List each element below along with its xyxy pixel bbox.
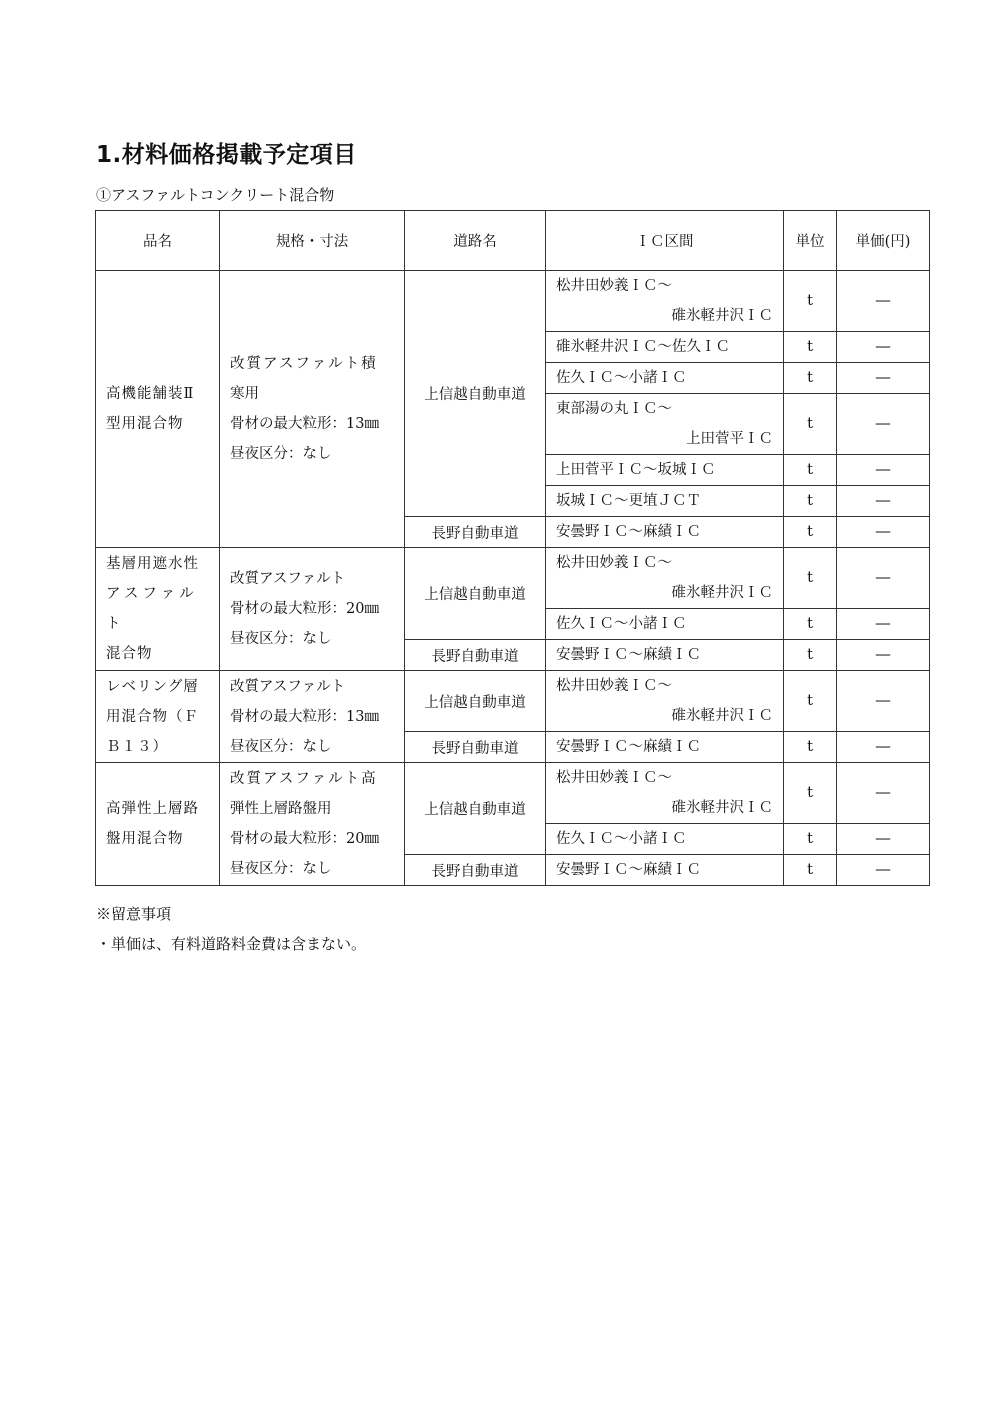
ic-section-start: 松井田妙義ＩＣ～ bbox=[556, 678, 672, 694]
spec-line: 昼夜区分：なし bbox=[230, 861, 332, 877]
spec-line: 骨材の最大粒形：13㎜ bbox=[230, 708, 379, 725]
spec-line: 昼夜区分：なし bbox=[230, 738, 332, 755]
ic-section-text: 上田菅平ＩＣ～坂城ＩＣ bbox=[556, 462, 716, 478]
ic-section-end: 上田菅平ＩＣ bbox=[686, 431, 773, 447]
unit-cell: t bbox=[784, 732, 837, 763]
unit-cell: t bbox=[784, 763, 837, 824]
header-spec: 規格・寸法 bbox=[220, 211, 405, 271]
table-header-row bbox=[96, 211, 930, 271]
ic-section-text: 碓氷軽井沢ＩＣ～佐久ＩＣ bbox=[556, 339, 730, 355]
table-row bbox=[96, 763, 930, 824]
unit-cell: t bbox=[784, 640, 837, 671]
ic-section-text: 坂城ＩＣ～更埴ＪＣＴ bbox=[556, 493, 701, 509]
header-unit-price: 単価(円) bbox=[837, 211, 930, 271]
table-row bbox=[96, 671, 930, 732]
ic-section-cell bbox=[546, 824, 784, 855]
unit-cell: t bbox=[784, 517, 837, 548]
price-cell: ― bbox=[837, 609, 930, 640]
ic-section-cell bbox=[546, 671, 784, 732]
ic-section-start: 松井田妙義ＩＣ～ bbox=[556, 278, 672, 294]
ic-section-cell bbox=[546, 609, 784, 640]
road-name-cell: 長野自動車道 bbox=[405, 640, 546, 671]
ic-section-start: 東部湯の丸ＩＣ～ bbox=[556, 401, 672, 417]
ic-section-text: 安曇野ＩＣ～麻績ＩＣ bbox=[556, 739, 701, 755]
price-cell: ― bbox=[837, 455, 930, 486]
material-price-table bbox=[95, 210, 930, 886]
price-cell: ― bbox=[837, 732, 930, 763]
spec-cell bbox=[220, 763, 405, 886]
header-unit: 単位 bbox=[784, 211, 837, 271]
product-name-line: アスファルト bbox=[106, 586, 198, 632]
ic-section-cell bbox=[546, 486, 784, 517]
unit-cell: t bbox=[784, 609, 837, 640]
header-ic-section: ＩＣ区間 bbox=[546, 211, 784, 271]
spec-line: 寒用 bbox=[230, 386, 259, 402]
unit-cell: t bbox=[784, 671, 837, 732]
price-cell: ― bbox=[837, 271, 930, 332]
price-cell: ― bbox=[837, 671, 930, 732]
price-cell: ― bbox=[837, 486, 930, 517]
product-name-cell bbox=[96, 671, 220, 763]
unit-cell: t bbox=[784, 332, 837, 363]
ic-section-end: 碓氷軽井沢ＩＣ bbox=[671, 800, 773, 816]
spec-line: 改質アスファルト積 bbox=[230, 356, 378, 372]
road-name-cell: 上信越自動車道 bbox=[405, 271, 546, 517]
spec-line: 改質アスファルト bbox=[230, 678, 346, 695]
ic-section-start: 松井田妙義ＩＣ～ bbox=[556, 770, 672, 786]
spec-line: 骨材の最大粒形：20㎜ bbox=[230, 831, 379, 847]
price-cell: ― bbox=[837, 394, 930, 455]
product-name-line: 混合物 bbox=[106, 646, 153, 662]
ic-section-end: 碓氷軽井沢ＩＣ bbox=[671, 708, 773, 724]
ic-section-cell bbox=[546, 332, 784, 363]
road-name-cell: 上信越自動車道 bbox=[405, 763, 546, 855]
page-title: 1.材料価格掲載予定項目 bbox=[96, 142, 357, 168]
unit-cell: t bbox=[784, 486, 837, 517]
ic-section-cell bbox=[546, 363, 784, 394]
unit-cell: t bbox=[784, 394, 837, 455]
header-product-name: 品名 bbox=[96, 211, 220, 271]
ic-section-text: 佐久ＩＣ～小諸ＩＣ bbox=[556, 831, 687, 847]
unit-cell: t bbox=[784, 824, 837, 855]
ic-section-text: 佐久ＩＣ～小諸ＩＣ bbox=[556, 616, 687, 632]
table-row bbox=[96, 548, 930, 609]
ic-section-cell bbox=[546, 548, 784, 609]
road-name-cell: 上信越自動車道 bbox=[405, 548, 546, 640]
product-name-line: 用混合物（Ｆ bbox=[106, 708, 199, 725]
header-road-name: 道路名 bbox=[405, 211, 546, 271]
product-name-line: Ｂ１３） bbox=[106, 738, 168, 755]
price-cell: ― bbox=[837, 640, 930, 671]
ic-section-cell bbox=[546, 517, 784, 548]
table-caption: ①アスファルトコンクリート混合物 bbox=[96, 186, 335, 204]
spec-line: 改質アスファルト bbox=[230, 571, 346, 587]
price-cell: ― bbox=[837, 363, 930, 394]
ic-section-cell bbox=[546, 732, 784, 763]
price-cell: ― bbox=[837, 517, 930, 548]
ic-section-end: 碓氷軽井沢ＩＣ bbox=[671, 308, 773, 324]
price-cell: ― bbox=[837, 763, 930, 824]
unit-cell: t bbox=[784, 271, 837, 332]
ic-section-cell bbox=[546, 271, 784, 332]
unit-cell: t bbox=[784, 363, 837, 394]
spec-cell bbox=[220, 671, 405, 763]
price-cell: ― bbox=[837, 855, 930, 886]
spec-line: 昼夜区分：なし bbox=[230, 446, 332, 462]
road-name-cell: 長野自動車道 bbox=[405, 855, 546, 886]
product-name-cell bbox=[96, 763, 220, 886]
road-name-cell: 長野自動車道 bbox=[405, 732, 546, 763]
notes-heading: ※留意事項 bbox=[96, 905, 172, 923]
product-name-line: レベリング層 bbox=[106, 678, 199, 695]
road-name-cell: 上信越自動車道 bbox=[405, 671, 546, 732]
ic-section-cell bbox=[546, 394, 784, 455]
product-name-cell bbox=[96, 548, 220, 671]
spec-line: 弾性上層路盤用 bbox=[230, 801, 332, 817]
road-name-cell: 長野自動車道 bbox=[405, 517, 546, 548]
spec-line: 骨材の最大粒形：13㎜ bbox=[230, 416, 379, 432]
ic-section-cell bbox=[546, 763, 784, 824]
unit-cell: t bbox=[784, 855, 837, 886]
product-name-line: 盤用混合物 bbox=[106, 831, 184, 847]
unit-cell: t bbox=[784, 455, 837, 486]
product-name-cell bbox=[96, 271, 220, 548]
spec-line: 骨材の最大粒形：20㎜ bbox=[230, 601, 379, 617]
product-name-line: 型用混合物 bbox=[106, 416, 184, 432]
ic-section-text: 安曇野ＩＣ～麻績ＩＣ bbox=[556, 862, 701, 878]
spec-line: 昼夜区分：なし bbox=[230, 631, 332, 647]
notes-item: ・単価は、有料道路料金費は含まない。 bbox=[96, 935, 367, 953]
price-cell: ― bbox=[837, 332, 930, 363]
product-name-line: 高弾性上層路 bbox=[106, 801, 199, 817]
ic-section-text: 安曇野ＩＣ～麻績ＩＣ bbox=[556, 524, 701, 540]
ic-section-cell bbox=[546, 855, 784, 886]
unit-cell: t bbox=[784, 548, 837, 609]
ic-section-cell bbox=[546, 455, 784, 486]
price-cell: ― bbox=[837, 548, 930, 609]
ic-section-text: 佐久ＩＣ～小諸ＩＣ bbox=[556, 370, 687, 386]
product-name-line: 高機能舗装Ⅱ bbox=[106, 386, 195, 402]
product-name-line: 基層用遮水性 bbox=[106, 556, 199, 572]
ic-section-end: 碓氷軽井沢ＩＣ bbox=[671, 585, 773, 601]
ic-section-cell bbox=[546, 640, 784, 671]
price-cell: ― bbox=[837, 824, 930, 855]
spec-cell bbox=[220, 548, 405, 671]
ic-section-start: 松井田妙義ＩＣ～ bbox=[556, 555, 672, 571]
table-row bbox=[96, 271, 930, 332]
ic-section-text: 安曇野ＩＣ～麻績ＩＣ bbox=[556, 647, 701, 663]
spec-cell bbox=[220, 271, 405, 548]
spec-line: 改質アスファルト高 bbox=[230, 771, 378, 787]
